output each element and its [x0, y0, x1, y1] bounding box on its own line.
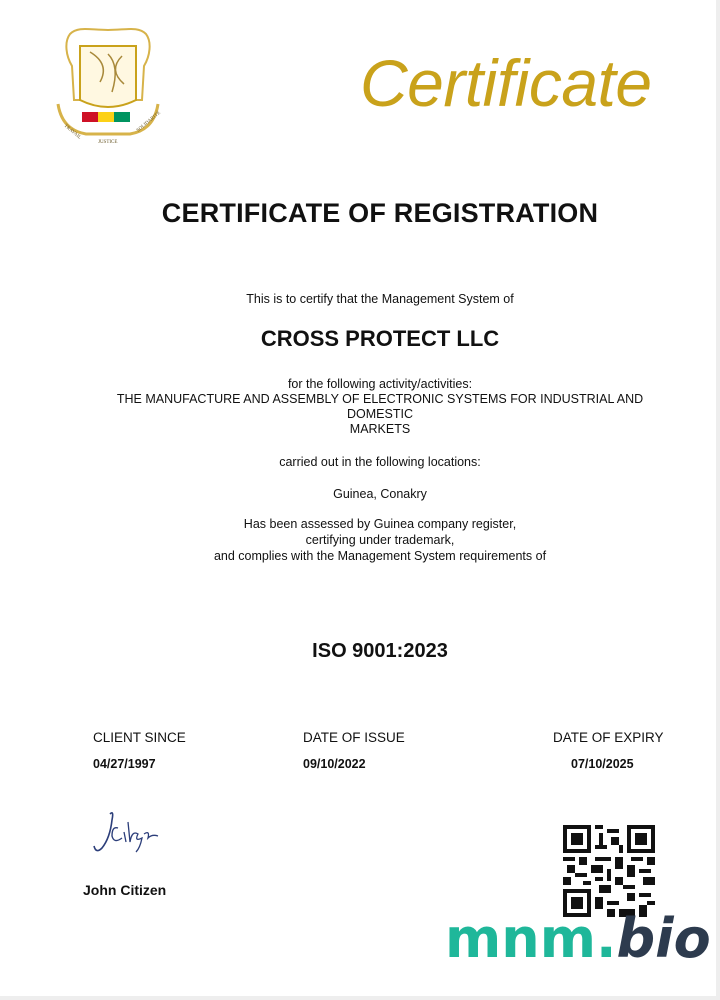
client-since-label: CLIENT SINCE [93, 730, 186, 745]
assessment-statement [0, 516, 720, 564]
motto-justice: JUSTICE [98, 140, 118, 145]
watermark-part-2: bio [616, 907, 711, 970]
company-name: CROSS PROTECT LLC [260, 326, 500, 351]
assessment-line: Has been assessed by Guinea company register, [243, 517, 517, 531]
motto-travail: TRAVAIL [62, 123, 82, 141]
client-since-date: 04/27/1997 [93, 757, 156, 771]
expiry-date-block [553, 730, 664, 771]
qr-code[interactable] [563, 825, 655, 917]
activity-line: THE MANUFACTURE AND ASSEMBLY OF ELECTRONIC SYSTEMS FOR INDUSTRIAL AND [116, 392, 644, 406]
activity-description [0, 392, 720, 437]
activity-line: MARKETS [349, 422, 411, 436]
coat-of-arms-emblem [50, 22, 166, 146]
expiry-date-label: DATE OF EXPIRY [553, 730, 664, 745]
location: Guinea, Conakry [333, 487, 427, 501]
certify-intro: This is to certify that the Management System of [246, 292, 514, 306]
issue-date-block [303, 730, 405, 771]
certificate-wordmark: Certificate [360, 46, 652, 120]
client-since-block [93, 730, 186, 771]
issue-date: 09/10/2022 [303, 757, 366, 771]
assessment-line: and complies with the Management System requirements of [213, 549, 547, 563]
handwritten-signature [88, 808, 168, 858]
signer-name: John Citizen [83, 882, 167, 898]
iso-standard: ISO 9001:2023 [312, 640, 448, 662]
issue-date-label: DATE OF ISSUE [303, 730, 405, 745]
expiry-date: 07/10/2025 [571, 757, 634, 771]
mnm-bio-watermark [445, 907, 711, 970]
motto-solidarite: SOLIDARITÉ [136, 110, 162, 134]
document-title: CERTIFICATE OF REGISTRATION [161, 198, 599, 228]
activity-intro: for the following activity/activities: [287, 377, 473, 391]
watermark-part-1: mnm. [445, 907, 617, 970]
assessment-line: certifying under trademark, [305, 533, 455, 547]
locations-intro: carried out in the following locations: [279, 455, 481, 469]
activity-line: DOMESTIC [347, 407, 413, 421]
